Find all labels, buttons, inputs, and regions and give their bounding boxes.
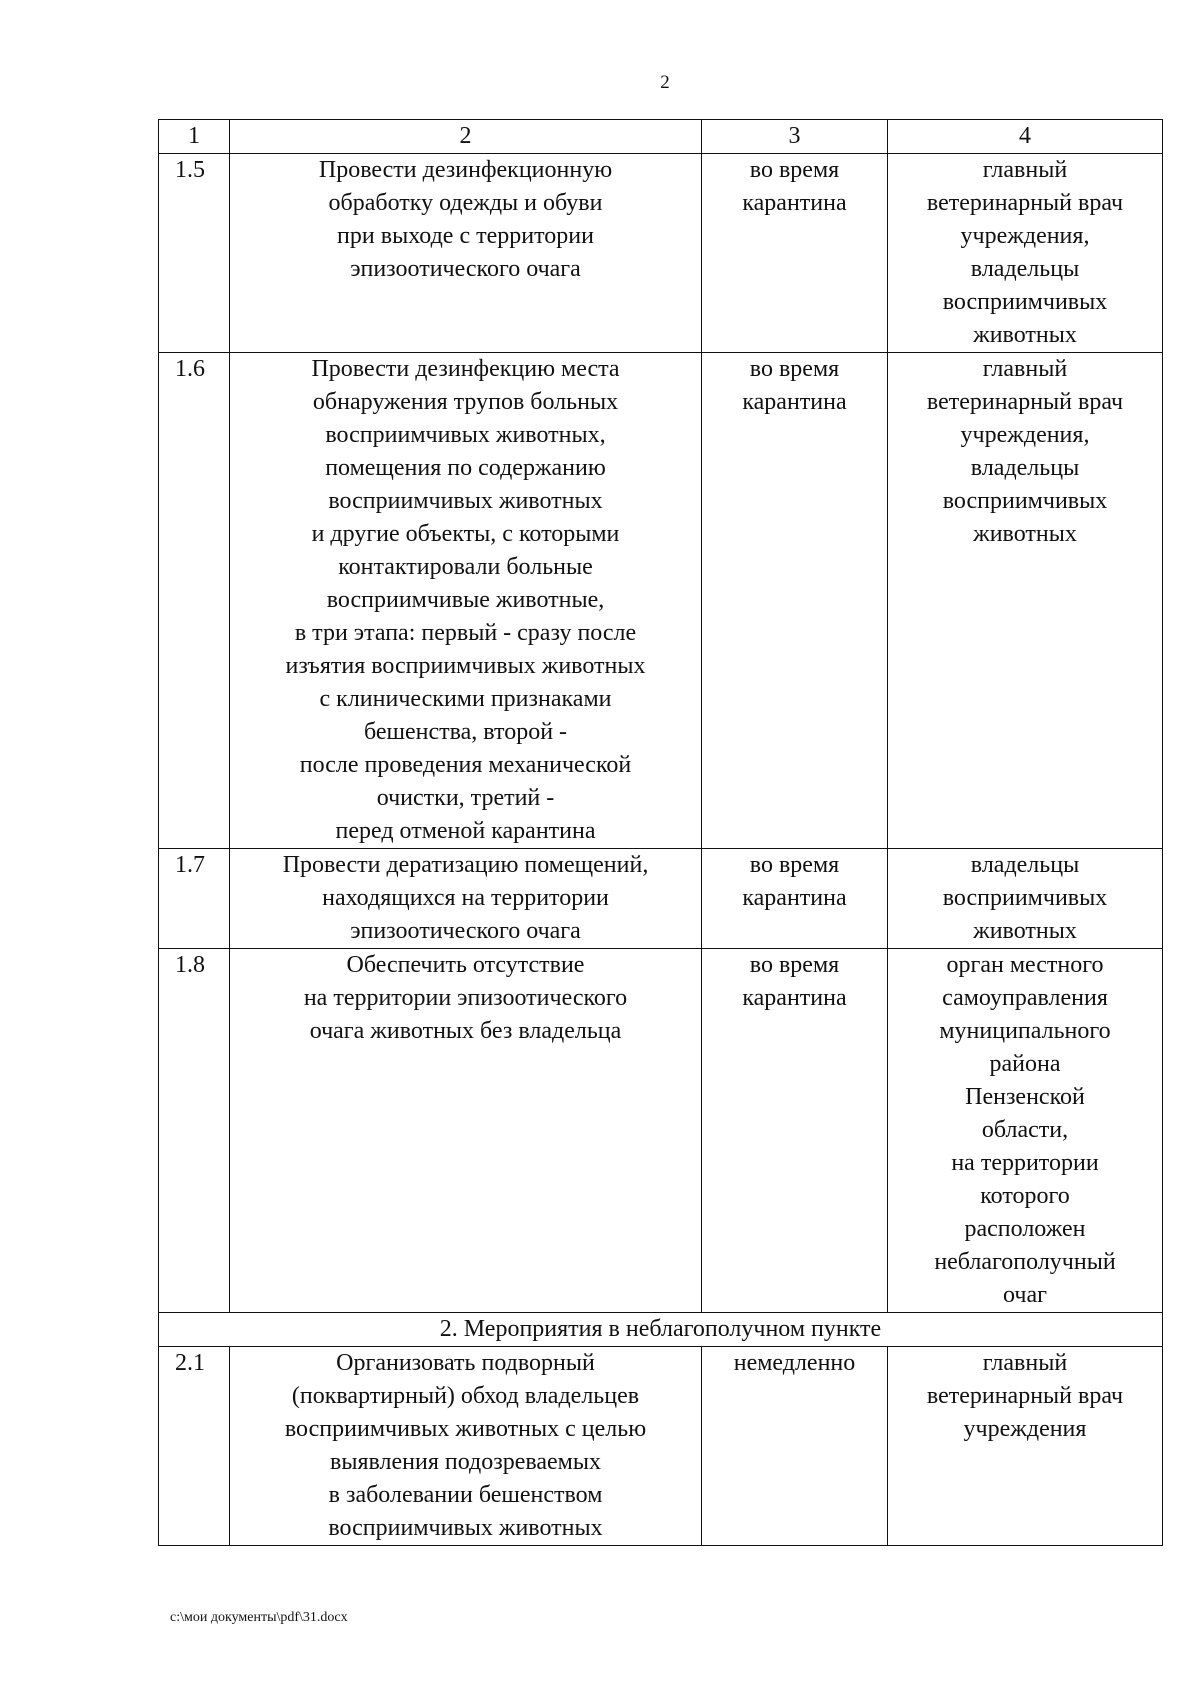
row-number: 1.6	[159, 353, 230, 849]
section-heading-row	[159, 1313, 1163, 1347]
row-timing: во время карантина	[702, 949, 888, 1313]
page-number: 2	[660, 72, 670, 93]
table-row	[159, 154, 1163, 353]
column-header: 2	[230, 120, 702, 154]
row-responsible: главный ветеринарный врач учреждения	[888, 1347, 1163, 1546]
row-responsible: главный ветеринарный врач учреждения, владельцы восприимчивых животных	[888, 353, 1163, 849]
column-header: 1	[159, 120, 230, 154]
row-action: Провести дератизацию помещений, находящихся на территории эпизоотического очага	[230, 849, 702, 949]
row-timing: во время карантина	[702, 353, 888, 849]
row-responsible: орган местного самоуправления муниципального района Пензенской области, на территории которого расположен неблагополучный очаг	[888, 949, 1163, 1313]
row-timing: во время карантина	[702, 849, 888, 949]
row-number: 1.8	[159, 949, 230, 1313]
row-responsible: главный ветеринарный врач учреждения, владельцы восприимчивых животных	[888, 154, 1163, 353]
row-number: 1.7	[159, 849, 230, 949]
section-heading: 2. Мероприятия в неблагополучном пункте	[159, 1313, 1163, 1347]
table-row	[159, 849, 1163, 949]
column-header: 3	[702, 120, 888, 154]
table-row	[159, 1347, 1163, 1546]
row-timing: во время карантина	[702, 154, 888, 353]
row-number: 1.5	[159, 154, 230, 353]
measures-table	[158, 119, 1163, 1546]
row-number: 2.1	[159, 1347, 230, 1546]
column-header: 4	[888, 120, 1163, 154]
file-path-footer: c:\мои документы\pdf\31.docx	[170, 1610, 348, 1625]
row-responsible: владельцы восприимчивых животных	[888, 849, 1163, 949]
row-action: Обеспечить отсутствие на территории эпизоотического очага животных без владельца	[230, 949, 702, 1313]
table-row	[159, 353, 1163, 849]
table-row	[159, 949, 1163, 1313]
row-timing: немедленно	[702, 1347, 888, 1546]
table-header-row	[159, 120, 1163, 154]
row-action: Провести дезинфекционную обработку одежды и обуви при выходе с территории эпизоотического очага	[230, 154, 702, 353]
row-action: Провести дезинфекцию места обнаружения трупов больных восприимчивых животных, помещения по содержанию восприимчивых животных и другие объекты, с которыми контактировали больные восприимчивые животные, в три этапа: первый - сразу после изъятия восприимчивых животных с клиническими признаками бешенства, второй - после проведения механической очистки, третий - перед отменой карантина	[230, 353, 702, 849]
row-action: Организовать подворный (поквартирный) обход владельцев восприимчивых животных с целью выявления подозреваемых в заболевании бешенством восприимчивых животных	[230, 1347, 702, 1546]
